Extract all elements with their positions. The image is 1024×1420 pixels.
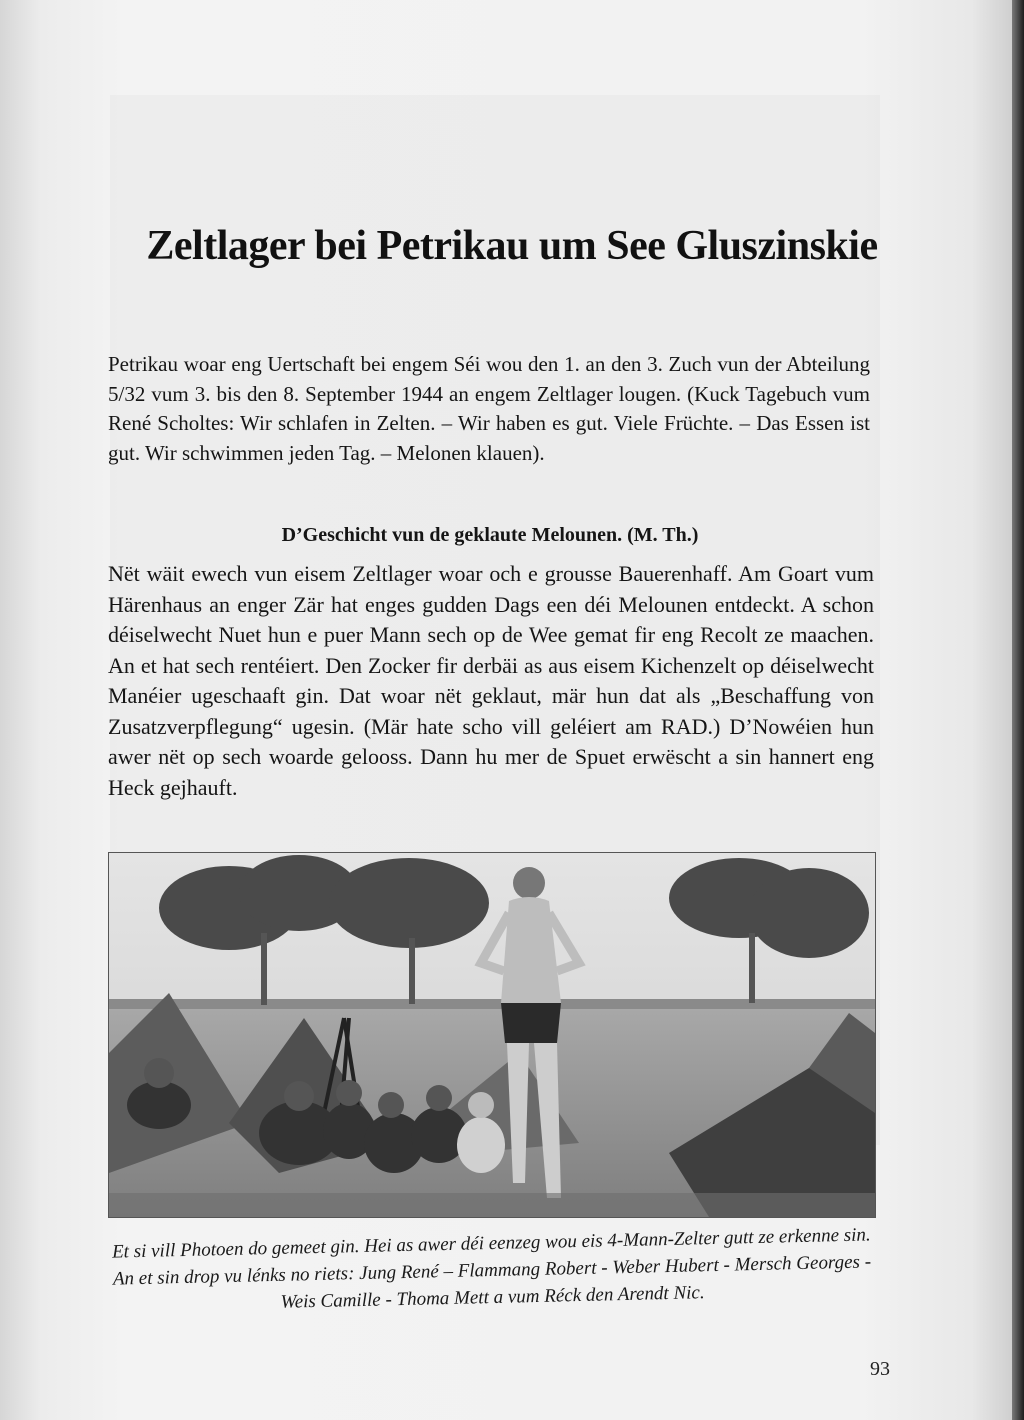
- story-heading: D’Geschicht vun de geklaute Melounen. (M. Th.): [281, 524, 699, 546]
- photo-caption: Et si vill Photoen do gemeet gin. Hei as awer déi eenzeg wou eis 4-Mann-Zelter gutt ze erkenne sin. An et sin drop vu lénks no riets: Jung René – Flammang Robert - Weber Hubert - Mersch Georges - Weis Camille - Thoma Mett a vum Réck den Arendt Nic.: [111, 1224, 872, 1313]
- story-paragraph: Nët wäit ewech vun eisem Zeltlager woar och e grousse Bauerenhaff. Am Goart vum Härenhaus an enger Zär hat enges gudden Dags een déi Melounen entdeckt. A schon déiselwecht Nuet hun e puer Mann sech op de Wee gemat fir eng Recolt ze maachen. An et hat sech rentéiert. Den Zocker fir derbäi as aus eisem Kichenzelt op déiselwecht Manéier ugeschaaft gin. Dat woar nët geklaut, mär hun dat als „Beschaffung von Zusatzverpflegung“ ugesin. (Mär hate scho vill geléiert am RAD.) D’Nowéien hun awer nët op sech woarde gelooss. Dann hu mer de Spuet erwëscht a sin hannert eng Heck gejhauft.: [108, 561, 874, 800]
- page-title: Zeltlager bei Petrikau um See Gluszinskie: [146, 223, 878, 269]
- camp-photograph: [108, 852, 876, 1218]
- intro-paragraph: Petrikau woar eng Uertschaft bei engem Séi wou den 1. an den 3. Zuch vun der Abteilung 5/32 vum 3. bis den 8. September 1944 an engem Zeltlager lougen. (Kuck Tagebuch vum René Scholtes: Wir schlafen in Zelten. – Wir haben es gut. Viele Früchte. – Das Essen ist gut. Wir schwimmen jeden Tag. – Melonen klauen).: [108, 352, 870, 465]
- page-number: 93: [870, 1358, 890, 1380]
- binding-edge: [1012, 0, 1024, 1420]
